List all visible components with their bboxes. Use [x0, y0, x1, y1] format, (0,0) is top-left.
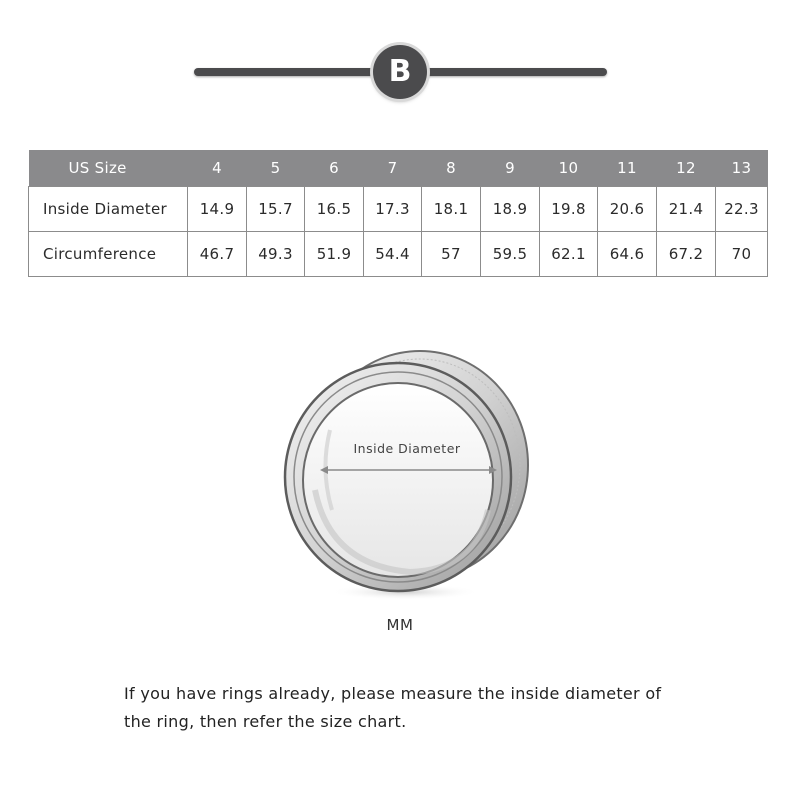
table-cell: 46.7: [188, 232, 247, 277]
table-cell: 20.6: [598, 187, 657, 232]
header-size: 4: [188, 150, 247, 187]
header-size: 8: [422, 150, 481, 187]
table-row-circumference: [29, 232, 768, 277]
ring-illustration: [270, 340, 540, 610]
header-size: 5: [247, 150, 305, 187]
table-cell: 16.5: [305, 187, 364, 232]
row-label: Inside Diameter: [29, 187, 188, 232]
row-label: Circumference: [29, 232, 188, 277]
table-header-row: [29, 150, 768, 187]
table-cell: 15.7: [247, 187, 305, 232]
table-cell: 67.2: [657, 232, 716, 277]
table-cell: 70: [716, 232, 768, 277]
ring-icon: [270, 340, 540, 610]
header-size: 12: [657, 150, 716, 187]
header-size: 13: [716, 150, 768, 187]
header-us-size: US Size: [29, 150, 188, 187]
section-badge: B: [373, 45, 427, 99]
instructions-text: [124, 680, 704, 736]
table-cell: 62.1: [540, 232, 598, 277]
table-cell: 49.3: [247, 232, 305, 277]
table-cell: 21.4: [657, 187, 716, 232]
diameter-label: Inside Diameter: [353, 441, 461, 456]
header-size: 7: [364, 150, 422, 187]
table-cell: 17.3: [364, 187, 422, 232]
instructions-line: the ring, then refer the size chart.: [124, 712, 407, 731]
table-cell: 51.9: [305, 232, 364, 277]
table-cell: 18.9: [481, 187, 540, 232]
header-size: 10: [540, 150, 598, 187]
table-cell: 59.5: [481, 232, 540, 277]
header-size: 9: [481, 150, 540, 187]
table-row-inside-diameter: [29, 187, 768, 232]
table-cell: 54.4: [364, 232, 422, 277]
header-size: 11: [598, 150, 657, 187]
table-cell: 14.9: [188, 187, 247, 232]
table-cell: 19.8: [540, 187, 598, 232]
table-cell: 22.3: [716, 187, 768, 232]
table-cell: 18.1: [422, 187, 481, 232]
unit-label: MM: [386, 616, 414, 634]
instructions-line: If you have rings already, please measure the inside diameter of: [124, 684, 662, 703]
table-cell: 64.6: [598, 232, 657, 277]
table-cell: 57: [422, 232, 481, 277]
header-size: 6: [305, 150, 364, 187]
size-chart-table: [28, 150, 768, 277]
